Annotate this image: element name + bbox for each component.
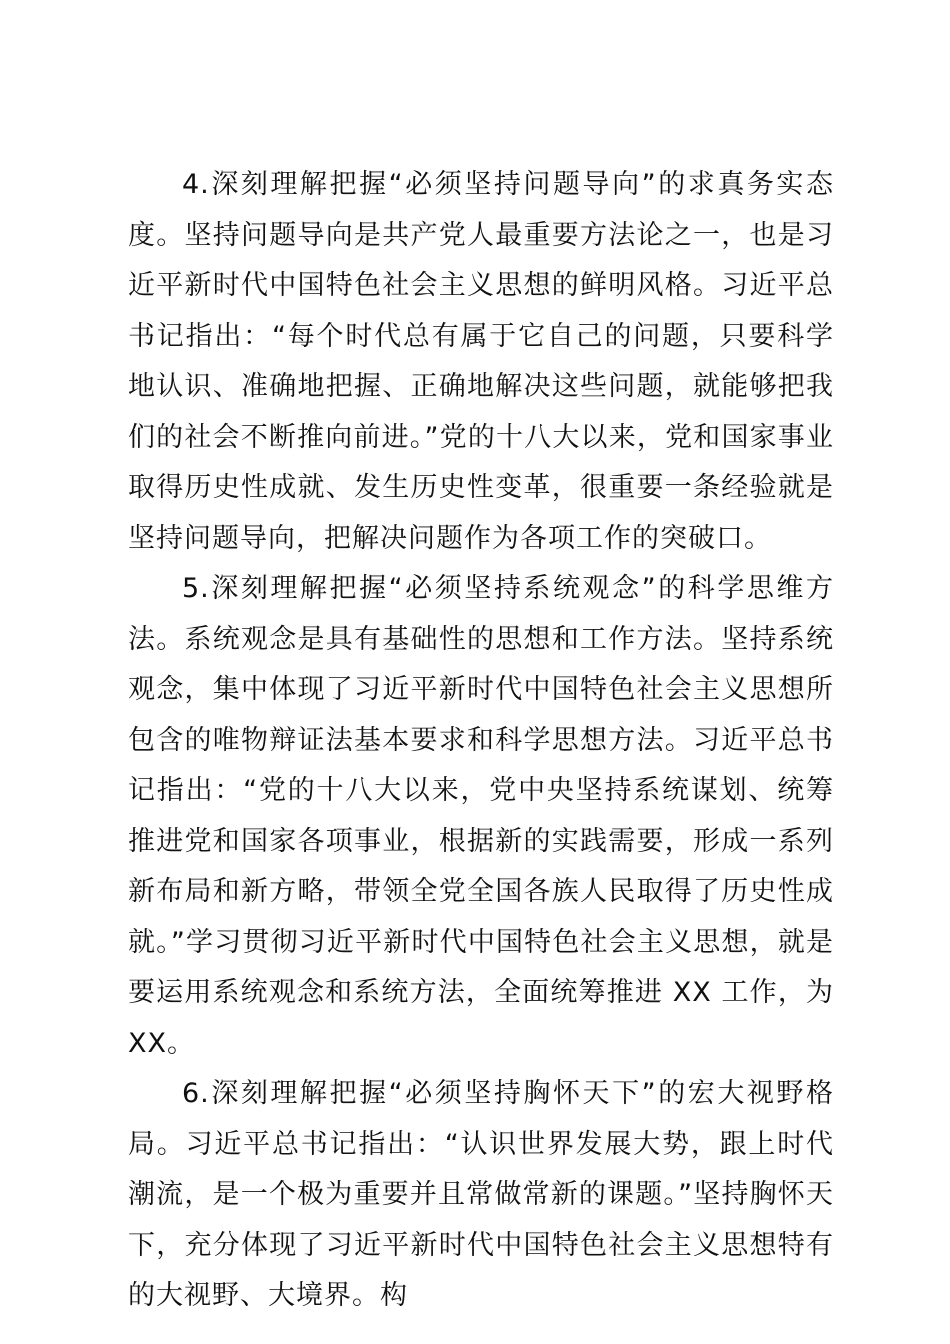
paragraph-4-problem-orientation: 4.深刻理解把握“必须坚持问题导向”的求真务实态度。坚持问题导向是共产党人最重要方法论之一，也是习近平新时代中国特色社会主义思想的鲜明风格。习近平总书记指出：“每个时代总有属于它自己的问题，只要科学地认识、准确地把握、正确地解决这些问题，就能够把我们的社会不断推向前进。”党的十八大以来，党和国家事业取得历史性成就、发生历史性变革，很重要一条经验就是坚持问题导向，把解决问题作为各项工作的突破口。: [128, 169, 834, 554]
paragraph-6-global-vision: 6.深刻理解把握“必须坚持胸怀天下”的宏大视野格局。习近平总书记指出：“认识世界发展大势，跟上时代潮流，是一个极为重要并且常做常新的课题。”坚持胸怀天下，充分体现了习近平新时代中国特色社会主义思想特有的大视野、大境界。构: [128, 1078, 834, 1311]
document-body: [128, 160, 834, 1322]
paragraph-5-systems-thinking: 5.深刻理解把握“必须坚持系统观念”的科学思维方法。系统观念是具有基础性的思想和工作方法。坚持系统观念，集中体现了习近平新时代中国特色社会主义思想所包含的唯物辩证法基本要求和科学思想方法。习近平总书记指出：“党的十八大以来，党中央坚持系统谋划、统筹推进党和国家各项事业，根据新的实践需要，形成一系列新布局和新方略，带领全党全国各族人民取得了历史性成就。”学习贯彻习近平新时代中国特色社会主义思想，就是要运用系统观念和系统方法，全面统筹推进 XX 工作，为 XX。: [128, 573, 834, 1059]
